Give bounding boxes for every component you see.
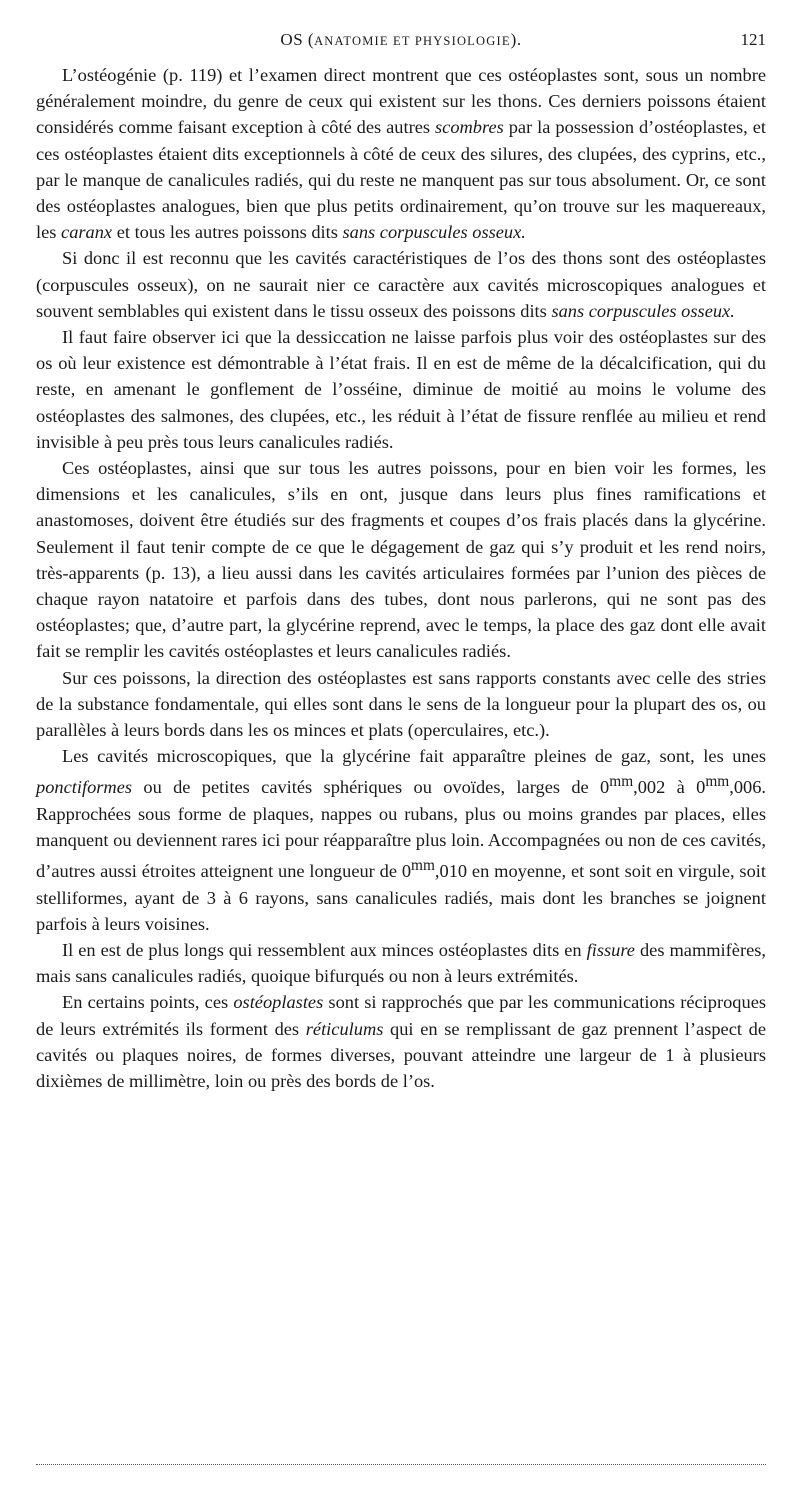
text-segment: Les cavités microscopiques, que la glycérine fait apparaître pleines de gaz, sont, les unes [62,746,766,767]
text-segment: et tous les autres poissons dits [112,222,343,243]
italic-text: réticulums [305,1018,384,1039]
text-segment: Il faut faire observer ici que la dessiccation ne laisse parfois plus voir des ostéoplastes sur des os où leur existence est démontrable à l’état frais. Il en est de même de la décalcification, qui du reste, en amenant le gonflement de l’osséine, diminue de moitié au moins le volume des ostéoplastes des salmones, des clupées, etc., les réduit à l’état de fissure renflée au milieu et rend invisible à peu près tous leurs canalicules radiés. [36,327,766,452]
running-head-smallcaps: ANATOMIE ET PHYSIOLOGIE [314,34,511,48]
italic-text: sans corpuscules osseux. [342,222,526,243]
running-head-suffix: ). [510,30,522,49]
paragraph [36,245,766,324]
paragraph [36,989,766,1094]
unit-superscript: mm [411,857,435,875]
unit-superscript: mm [705,773,730,791]
text-segment: ,006. Rapprochées sous forme de plaques, nappes ou rubans, plus ou moins grandes par places, elles manquent ou deviennent rares ici pour réapparaître plus loin. Accompagnées ou non de ces cavités, d’autres aussi étroites atteignent une longueur de 0 [36,777,766,882]
text-segment: Ces ostéoplastes, ainsi que sur tous les autres poissons, pour en bien voir les formes, les dimensions et les canalicules, s’ils en ont, jusque dans leurs plus fines ramifications et anastomoses, doivent être étudiés sur des fragments et coupes d’os frais placés dans la glycérine. Seulement il faut tenir compte de ce que le dégagement de gaz qui s’y produit et les rend noirs, très-apparents (p. 13), a lieu aussi dans les cavités articulaires formées par l’union des pièces de chaque rayon natatoire et parfois dans des tubes, dont nous parlerons, qui ne sont pas des ostéoplastes; que, d’autre part, la glycérine reprend, avec le temps, la place des gaz dont elle avait fait se remplir les cavités ostéoplastes et leurs canalicules radiés. [36,458,766,662]
italic-text: ostéoplastes [233,992,324,1013]
text-segment: Il en est de plus longs qui ressemblent aux minces ostéoplastes dits en [62,939,587,960]
text-segment: sont si rapprochés que par les communications réciproques de leurs extrémités ils forment des [36,992,767,1039]
italic-text: fissure [586,939,635,960]
italic-text: caranx [61,222,113,243]
paragraph [36,62,766,245]
text-segment: Sur ces poissons, la direction des ostéoplastes est sans rapports constants avec celle des stries de la substance fondamentale, qui elles sont dans le sens de la longueur pour la plupart des os, ou parallèles à leurs bords dans les os minces et plats (operculaires, etc.). [36,667,766,741]
italic-text: sans corpuscules osseux. [551,300,735,321]
page-number: 121 [740,30,766,49]
italic-text: ponctiformes [36,777,133,798]
running-head-prefix: OS ( [280,30,315,49]
paragraph [36,743,766,937]
text-segment: ,010 en moyenne, et sont soit en virgule, soit stelliformes, ayant de 3 à 6 rayons, sans canalicules radiés, mais dont les branches se joignent parfois à leurs voisines. [36,861,766,934]
page-header [36,30,766,58]
body-text [36,62,766,1094]
paragraph [36,324,766,455]
text-segment: En certains points, ces [62,992,234,1013]
text-segment: qui en se remplissant de gaz prennent l’aspect de cavités ou plaques noires, de formes diverses, pouvant atteindre une largeur de 1 à plusieurs dixièmes de millimètre, loin ou près des bords de l’os. [36,1018,767,1091]
unit-superscript: mm [609,773,634,791]
paragraph [36,665,766,744]
paragraph [36,937,766,989]
text-segment: ,002 à 0 [633,777,706,798]
italic-text: scombres [435,117,504,138]
footer-dotted-rule [36,1464,766,1465]
text-segment: par la possession d’ostéoplastes, et ces ostéoplastes étaient dits exceptionnels à côté de ceux des silures, des clupées, des cyprins, etc., par le manque de canalicules radiés, qui du reste ne manquent pas sur tous absolument. Or, ce sont des ostéoplastes analogues, bien que plus petits ordinairement, qu’on trouve sur les maquereaux, les [36,117,766,243]
text-segment: des mammifères, mais sans canalicules radiés, quoique bifurqués ou non à leurs extrémités. [36,939,766,987]
running-head [36,30,766,50]
text-segment: L’ostéogénie (p. 119) et l’examen direct montrent que ces ostéoplastes sont, sous un nombre généralement moindre, du genre de ceux qui existent sur les thons. Ces derniers poissons étaient considérés comme faisant exception à côté des autres [36,65,766,138]
text-segment: Si donc il est reconnu que les cavités caractéristiques de l’os des thons sont des ostéoplastes (corpuscules osseux), on ne saurait nier ce caractère aux cavités microscopiques analogues et souvent semblables qui existent dans le tissu osseux des poissons dits [36,248,766,321]
paragraph [36,455,766,665]
text-segment: ou de petites cavités sphériques ou ovoïdes, larges de 0 [132,777,610,798]
